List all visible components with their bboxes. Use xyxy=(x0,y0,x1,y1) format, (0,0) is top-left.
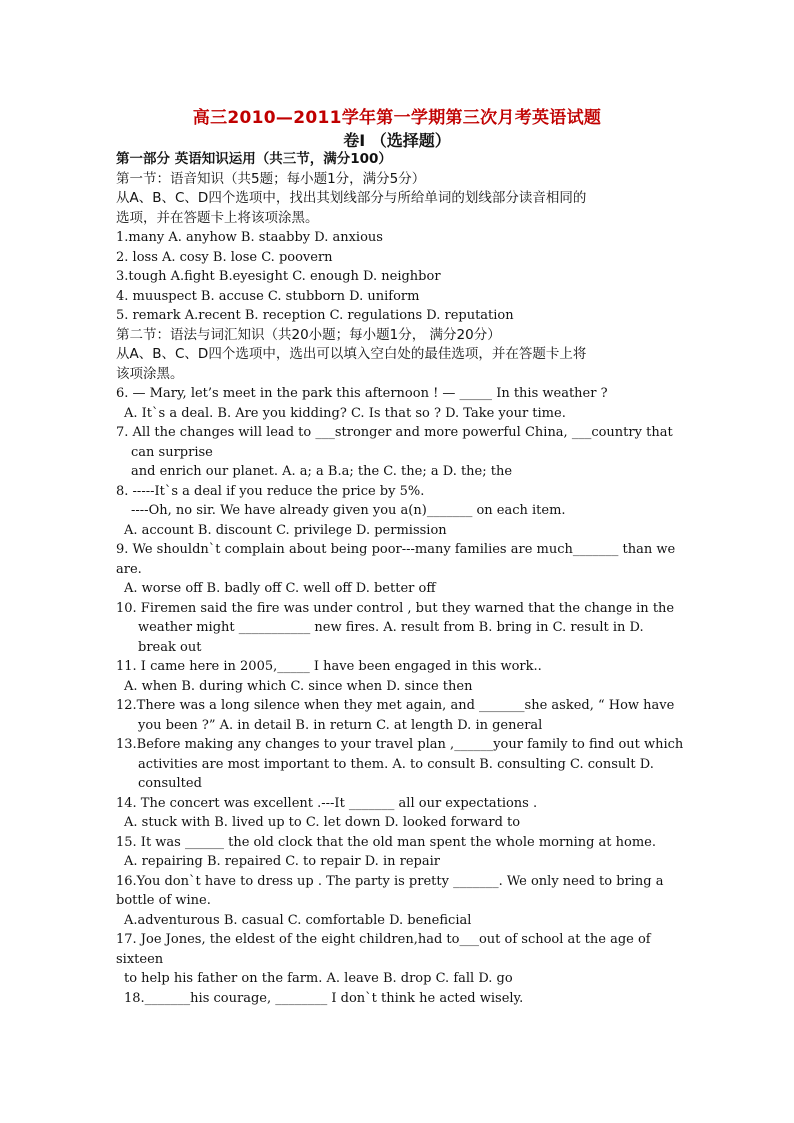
question-16-stem-cont: bottle of wine. xyxy=(116,893,211,908)
question-10-stem: 10. Firemen said the fire was under control , but they warned that the change in the xyxy=(116,600,675,616)
part1-heading: 第一部分 英语知识运用（共三节，满分100） xyxy=(116,151,392,167)
question-2: 2. loss A. cosy B. lose C. poovern xyxy=(116,249,333,265)
section2-heading: 第二节：语法与词汇知识（共20小题；每小题1分， 满分20分） xyxy=(116,326,501,343)
section2-instruction-line1: 从A、B、C、D四个选项中，选出可以填入空白处的最佳选项，并在答题卡上将 xyxy=(116,346,587,362)
question-16-options: A.adventurous B. casual C. comfortable D. beneficial xyxy=(124,912,472,928)
question-12-stem: 12.There was a long silence when they met again, and _______she asked, “ How have xyxy=(116,698,675,713)
question-6-stem: 6. — Mary, let’s meet in the park this afternoon ! — _____ In this weather ? xyxy=(116,386,608,401)
question-12-options: you been ?” A. in detail B. in return C. at length D. in general xyxy=(138,717,543,733)
question-9-options: A. worse off B. badly off C. well off D. better off xyxy=(124,581,436,596)
exam-subtitle: 卷I （选择题） xyxy=(343,131,451,150)
section1-heading: 第一节：语音知识（共5题；每小题1分，满分5分） xyxy=(116,170,426,187)
section1-instruction-line2: 选项，并在答题卡上将该项涂黑。 xyxy=(116,209,319,226)
question-13-options: activities are most important to them. A. to consult B. consulting C. consult D. xyxy=(138,756,654,772)
question-10-options-cont: break out xyxy=(138,639,202,655)
question-11-options: A. when B. during which C. since when D. since then xyxy=(124,678,473,694)
question-13-options-cont: consulted xyxy=(138,776,202,791)
question-8-stem: 8. -----It`s a deal if you reduce the price by 5%. xyxy=(116,483,425,499)
question-7-stem-cont: can surprise xyxy=(131,444,213,460)
section1-instruction-line1: 从A、B、C、D四个选项中，找出其划线部分与所给单词的划线部分读音相同的 xyxy=(116,190,587,206)
question-17-stem: 17. Joe Jones, the eldest of the eight children,had to___out of school at the age of xyxy=(116,932,651,947)
question-4: 4. muuspect B. accuse C. stubborn D. uniform xyxy=(116,288,420,304)
question-13-stem: 13.Before making any changes to your travel plan ,______your family to find out which xyxy=(116,737,684,752)
question-11-stem: 11. I came here in 2005,_____ I have been engaged in this work.. xyxy=(116,659,542,674)
question-7-stem: 7. All the changes will lead to ___stronger and more powerful China, ___country that xyxy=(116,425,673,440)
question-17-options: to help his father on the farm. A. leave B. drop C. fall D. go xyxy=(124,971,513,986)
question-9-stem-cont: are. xyxy=(116,561,142,577)
question-7-options: and enrich our planet. A. a; a B.a; the C. the; a D. the; the xyxy=(131,464,513,479)
exam-title: 高三2010—2011学年第一学期第三次月考英语试题 xyxy=(192,108,602,128)
question-10-stem-cont: weather might ___________ new fires. A. result from B. bring in C. result in D. xyxy=(138,620,644,635)
question-8-options: A. account B. discount C. privilege D. permission xyxy=(124,522,447,538)
question-18-stem: 18._______his courage, ________ I don`t think he acted wisely. xyxy=(124,990,524,1006)
question-15-options: A. repairing B. repaired C. to repair D. in repair xyxy=(124,854,440,869)
section2-instruction-line2: 该项涂黑。 xyxy=(116,365,184,382)
question-15-stem: 15. It was ______ the old clock that the old man spent the whole morning at home. xyxy=(116,834,657,850)
question-17-stem-cont: sixteen xyxy=(116,951,164,967)
question-9-stem: 9. We shouldn`t complain about being poor---many families are much_______ than we xyxy=(116,542,676,557)
exam-content xyxy=(116,150,684,1008)
question-8-stem-cont: ----Oh, no sir. We have already given you a(n)_______ on each item. xyxy=(131,503,566,518)
question-5: 5. remark A.recent B. reception C. regulations D. reputation xyxy=(116,308,514,323)
question-6-options: A. It`s a deal. B. Are you kidding? C. Is that so ? D. Take your time. xyxy=(124,405,566,421)
question-3: 3.tough A.fight B.eyesight C. enough D. neighbor xyxy=(116,269,441,284)
question-1: 1.many A. anyhow B. staabby D. anxious xyxy=(116,230,383,245)
question-14-options: A. stuck with B. lived up to C. let down D. looked forward to xyxy=(124,815,521,830)
question-16-stem: 16.You don`t have to dress up . The party is pretty _______. We only need to bring a xyxy=(116,873,664,889)
question-14-stem: 14. The concert was excellent .---It _______ all our expectations . xyxy=(116,795,538,811)
